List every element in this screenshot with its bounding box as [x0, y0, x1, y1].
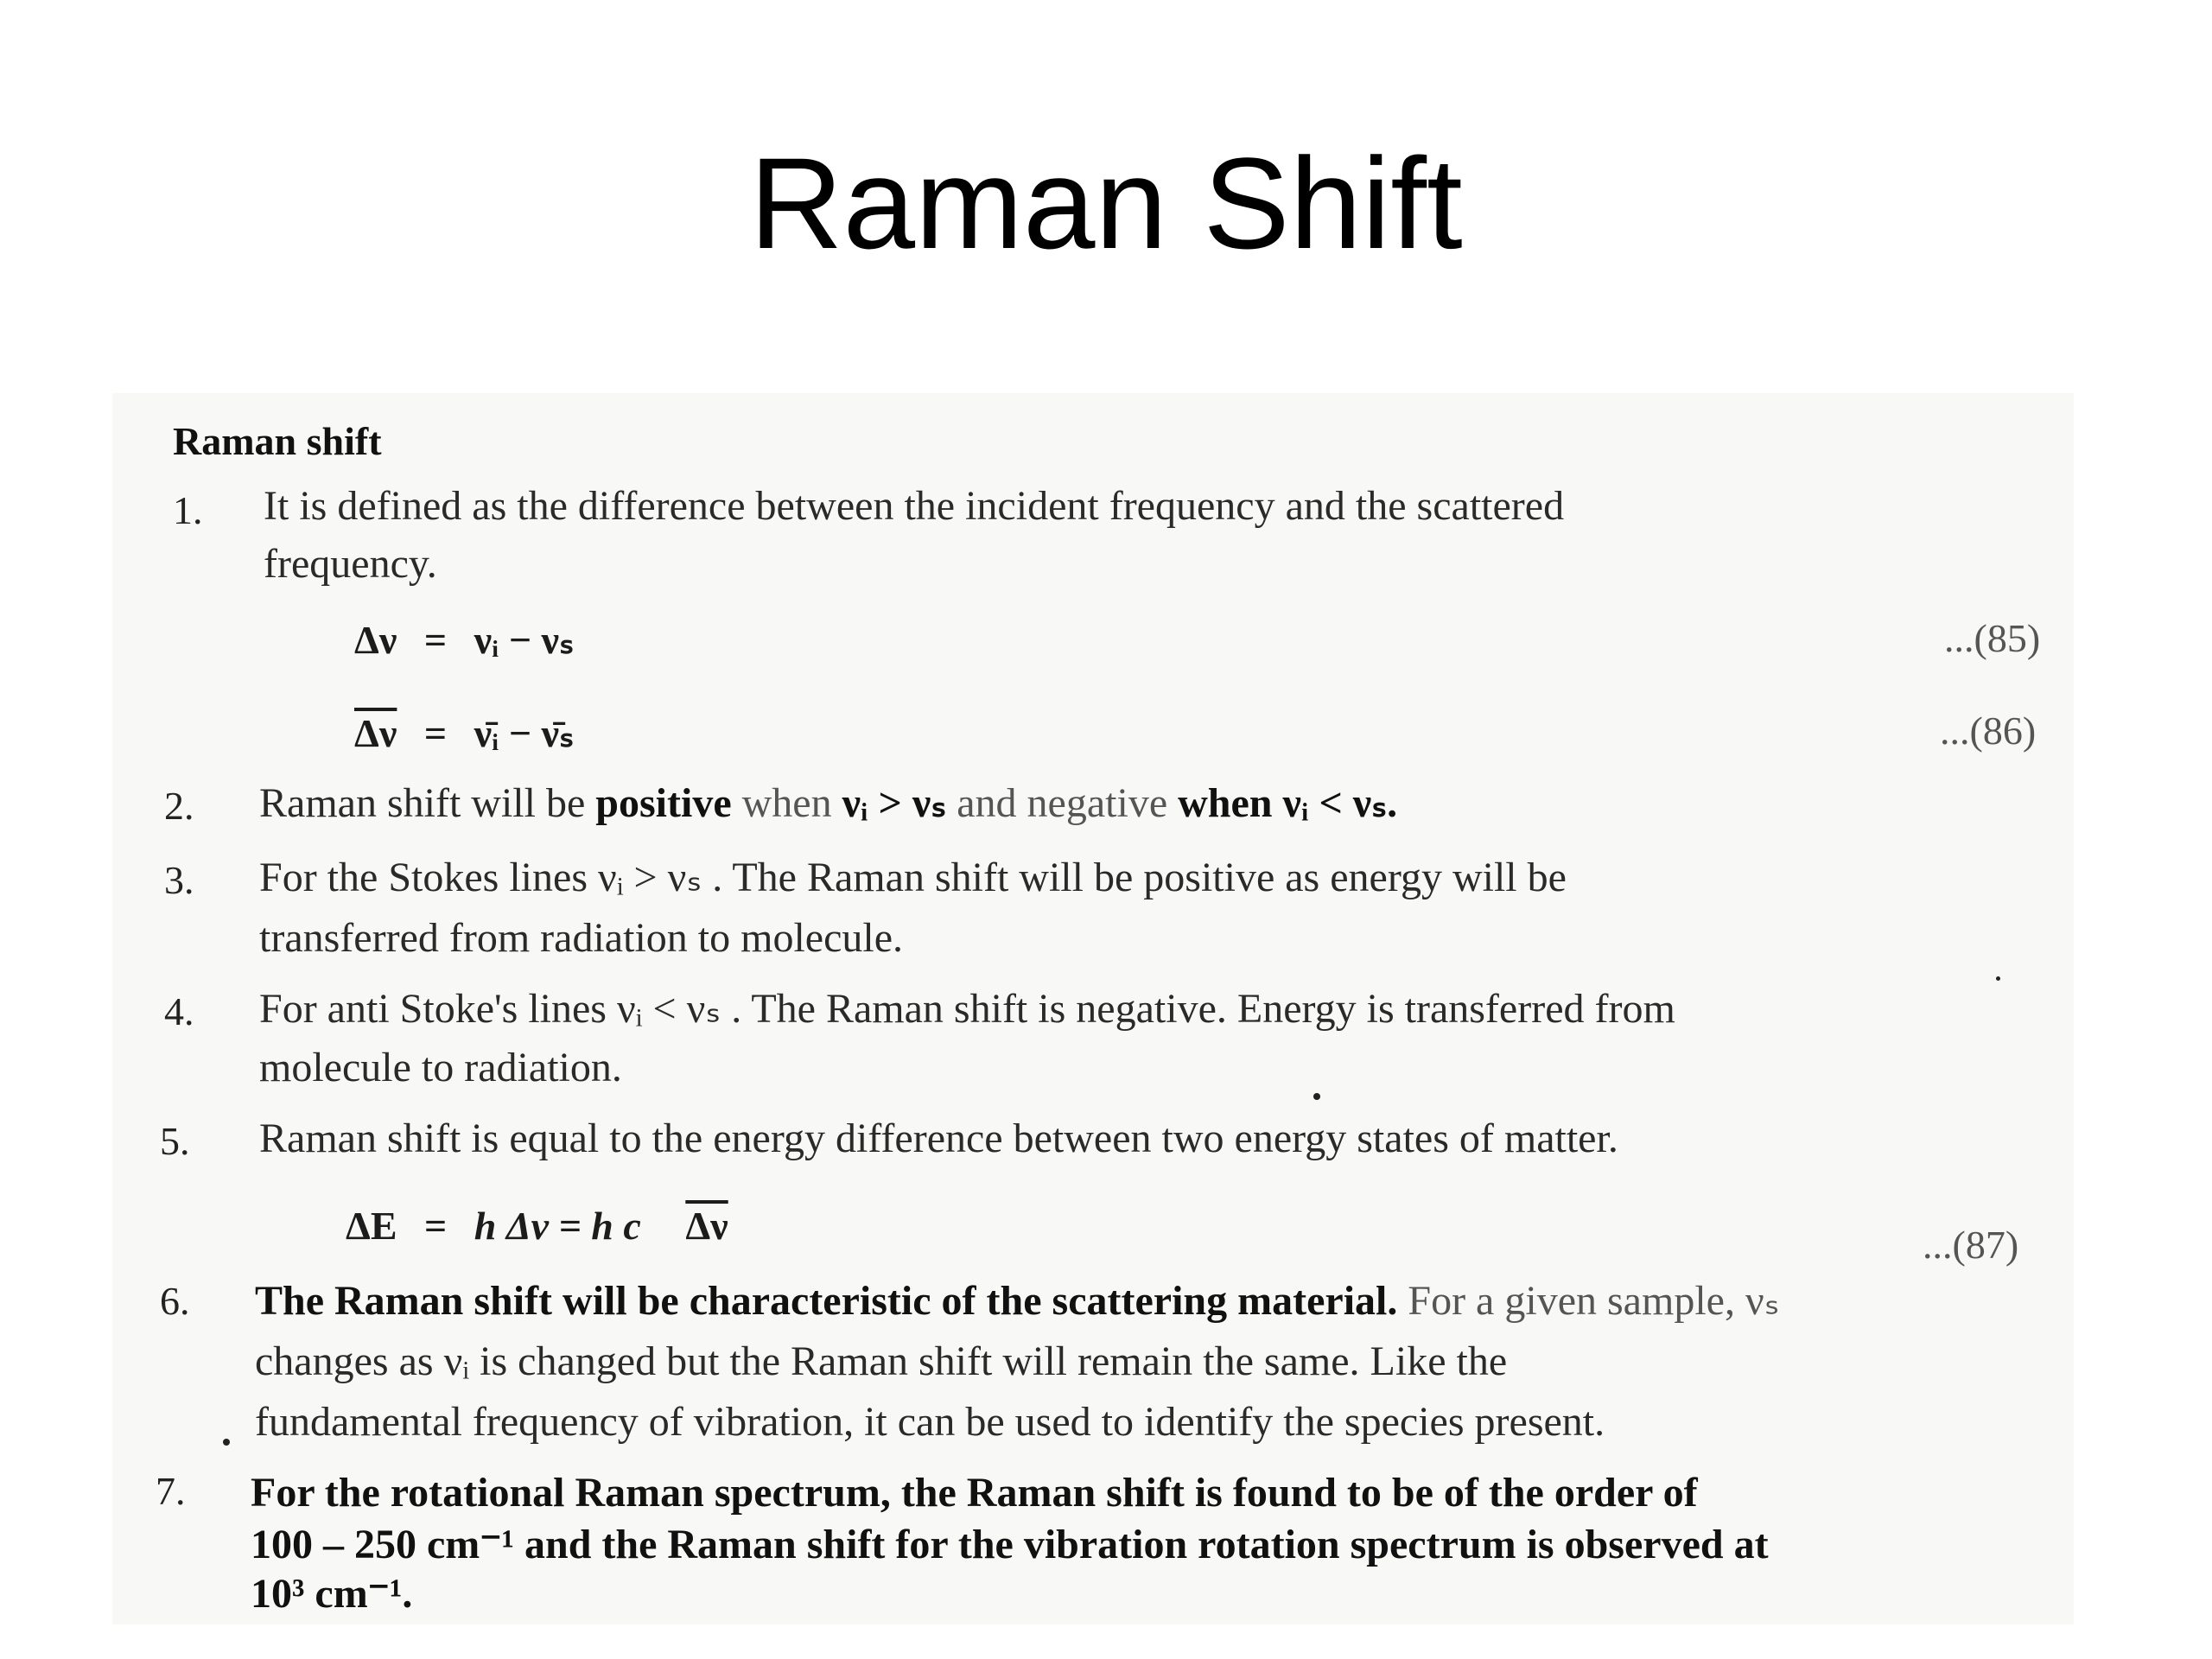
eq87-equals: = — [424, 1204, 448, 1248]
item-4-line-1: For anti Stoke's lines νᵢ < νₛ . The Raman shift is negative. Energy is transferred from — [259, 986, 1675, 1032]
eq86-equals: = — [423, 711, 448, 755]
item-6-line-2: changes as νᵢ is changed but the Raman shift will remain the same. Like the — [255, 1338, 1508, 1384]
item-4-line-2: molecule to radiation. — [259, 1045, 622, 1090]
section-heading: Raman shift — [173, 419, 382, 463]
item-6-given-sample: For a given sample, νₛ — [1408, 1278, 1780, 1324]
eq85-rhs: νᵢ − νₛ — [474, 618, 575, 662]
item-2-cond-2: νᵢ < νₛ. — [1282, 780, 1398, 826]
item-1-line-1: It is defined as the difference between the incident frequency and the scattered — [264, 483, 1565, 529]
eq87-lhs: ΔE — [346, 1204, 397, 1248]
eq86-lhs: $\overline{\Delta\nu}$ — [354, 711, 397, 755]
eq87-rhs: $\overline{\Delta\nu}$ — [685, 1204, 728, 1248]
item-2-line-1 — [259, 779, 1397, 827]
item-7-range: 100 – 250 cm⁻¹ — [251, 1522, 515, 1567]
scan-speck — [1313, 1093, 1320, 1100]
item-5-number: 5. — [160, 1119, 190, 1163]
item-6-bold-statement: The Raman shift will be characteristic of the scattering material. — [255, 1278, 1398, 1324]
item-4-number: 4. — [164, 989, 194, 1033]
item-2-text-c: when — [741, 780, 832, 826]
equation-87 — [346, 1204, 728, 1249]
eq86-rhs: ν̄ᵢ − ν̄ₛ — [474, 711, 575, 755]
item-2-positive: positive — [595, 780, 732, 826]
item-7-text: and the Raman shift for the vibration rotation spectrum is observed at — [524, 1522, 1769, 1567]
item-1-number: 1. — [173, 488, 203, 532]
item-3-line-2: transferred from radiation to molecule. — [259, 915, 904, 961]
item-7-number: 7. — [156, 1469, 186, 1513]
eq85-equals: = — [423, 618, 448, 662]
item-7-line-2 — [251, 1521, 1769, 1568]
item-3-line-1: For the Stokes lines νᵢ > νₛ . The Raman shift will be positive as energy will be — [259, 855, 1567, 900]
eq87-mid: h Δν = h c — [474, 1204, 641, 1248]
item-7-line-3: 10³ cm⁻¹. — [251, 1571, 413, 1617]
item-5-line-1: Raman shift is equal to the energy difference between two energy states of matter. — [259, 1116, 1618, 1161]
scan-speck — [223, 1439, 230, 1446]
equation-86-number: ...(86) — [1940, 709, 2037, 753]
equation-85 — [354, 618, 574, 664]
item-6-line-3: fundamental frequency of vibration, it can be used to identify the species present. — [255, 1399, 1605, 1445]
equation-85-number: ...(85) — [1944, 616, 2041, 660]
eq85-lhs: Δν — [354, 618, 397, 662]
item-2-text-a: Raman shift will be — [259, 780, 586, 826]
equation-87-number: ...(87) — [1923, 1223, 2019, 1267]
item-2-number: 2. — [164, 784, 194, 828]
item-3-number: 3. — [164, 858, 194, 902]
item-6-line-1 — [255, 1277, 2065, 1325]
item-6-number: 6. — [160, 1279, 190, 1323]
scan-speck — [1996, 976, 2000, 981]
item-1-line-2: frequency. — [264, 541, 437, 587]
scanned-page — [112, 393, 2074, 1624]
item-2-text-e: and negative — [957, 780, 1168, 826]
item-7-line-1: For the rotational Raman spectrum, the Raman shift is found to be of the order of — [251, 1470, 1698, 1516]
item-2-cond-1: νᵢ > νₛ — [842, 780, 947, 826]
slide-title: Raman Shift — [749, 130, 1463, 276]
equation-86 — [354, 711, 574, 757]
item-2-when: when — [1178, 780, 1273, 826]
